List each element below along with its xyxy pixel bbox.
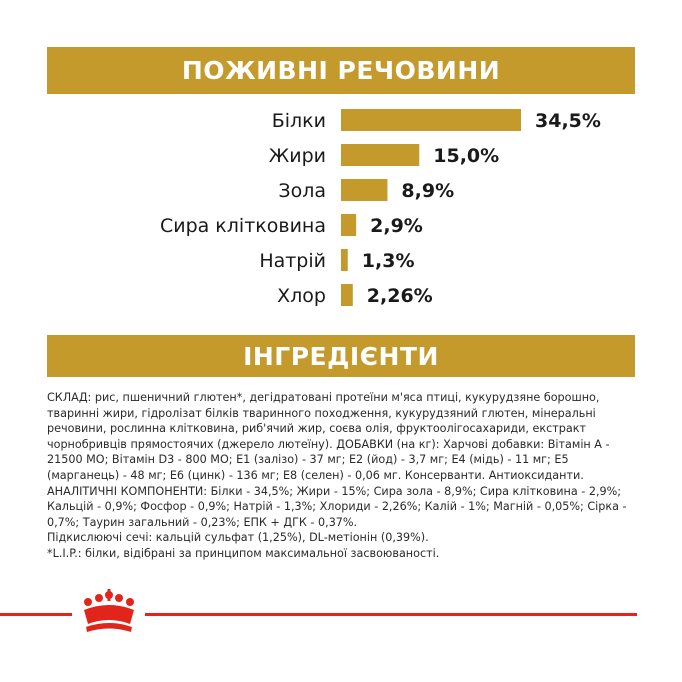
category-label: Сира клітковина [159,215,326,237]
ingredients-footnote: *L.I.P.: білки, відібрані за принципом максимальної засвоюваності. [47,546,440,560]
bar [341,214,356,236]
category-label: Хлор [277,285,326,307]
bar [341,144,419,166]
value-label: 1,3% [361,250,415,272]
footer-divider-right [145,613,637,616]
footer-divider-left [0,613,72,616]
bar [341,249,348,271]
bar [341,109,521,131]
nutrients-header-title: ПОЖИВНІ РЕЧОВИНИ [181,56,501,85]
ingredients-header [47,335,635,377]
ingredients-composition: СКЛАД: рис, пшеничний глютен*, дегідратовані протеїни м'яса птиці, кукурудзяне борошно, тваринні жири, гідролізат білків тваринного походження, кукурудзяний глютен, мінеральні речовини, рослинна клітковина, риб'ячий жир, соєва олія, фруктоолігосахариди, екстракт чорнобривців прямостоячих (джерело лютеїну). ДОБАВКИ (на кг): Харчові добавки: Вітамін А - 21500 МО; Вітамін D3 - 800 МО; E1 (залізо) - 37 мг; E2 (йод) - 3,7 мг; E4 (мідь) - 11 мг; E5 (марганець) - 48 мг; E6 (цинк) - 136 мг; E8 (селен) - 0,06 мг. Консерванти. Антиоксиданти. [47,391,610,482]
value-label: 15,0% [433,145,500,167]
category-label: Жири [268,145,326,167]
value-label: 8,9% [401,180,455,202]
bar [341,179,387,201]
ingredients-text [47,390,637,562]
value-label: 2,26% [366,285,433,307]
ingredients-header-title: ІНГРЕДІЄНТИ [243,341,439,371]
ingredients-acidifiers: Підкислюючі сечі: кальцій сульфат (1,25%), DL-метіонін (0,39%). [47,531,429,545]
value-label: 34,5% [535,110,601,132]
bar [341,284,353,306]
category-label: Білки [271,110,326,132]
ingredients-analytics: АНАЛІТИЧНІ КОМПОНЕНТИ: Білки - 34,5%; Жири - 15%; Сира зола - 8,9%; Сира клітковина - 2,9%; Кальцій - 0,9%; Фосфор - 0,9%; Натрій - 1,3%; Хлориди - 2,26%; Калій - 1%; Магній - 0,05%; Сірка - 0,7%; Таурин загальний - 0,23%; ЕПК + ДГК - 0,37%. [47,484,627,529]
value-label: 2,9% [370,215,423,237]
category-label: Зола [278,180,326,202]
crown-icon [74,588,144,638]
category-label: Натрій [259,250,326,272]
